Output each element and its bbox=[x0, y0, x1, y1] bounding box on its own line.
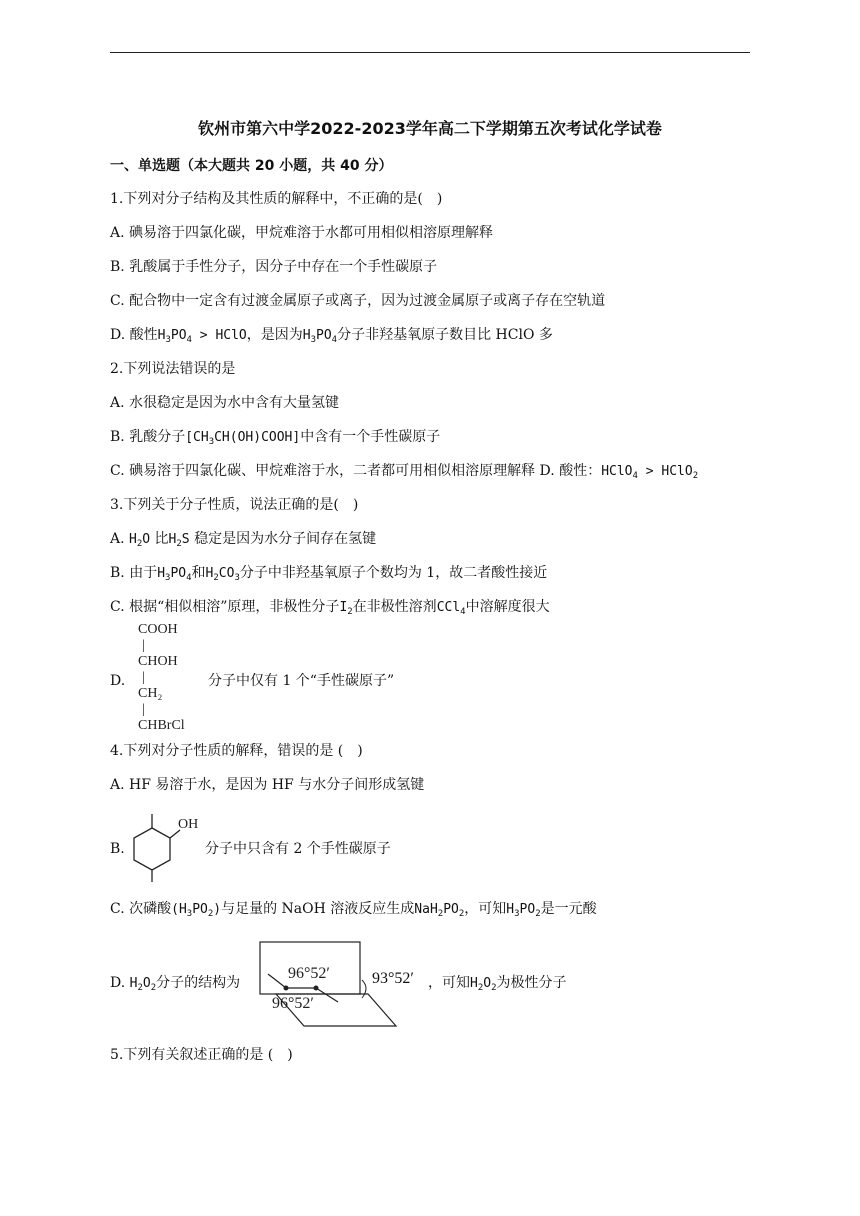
q3-option-b: B. 由于$H_3PO_4$和$H_2CO_3$分子中非羟基氧原子个数均为 1，故二者酸性接近 bbox=[110, 565, 548, 583]
q2-option-b: B. 乳酸分子$[CH_3CH(OH)COOH]$中含有一个手性碳原子 bbox=[110, 429, 441, 447]
q2-option-c-d: C. 碘易溶于四氯化碳、甲烷难溶于水，二者都可用相似相溶原理解释 D. 酸性：HClO$_4$ > HClO$_2$ bbox=[110, 463, 699, 481]
q5-stem: 5.下列有关叙述正确的是 ( ) bbox=[110, 1047, 293, 1063]
q3-stem: 3.下列关于分子性质，说法正确的是( ) bbox=[110, 497, 359, 513]
q4-stem: 4.下列对分子性质的解释，错误的是 ( ) bbox=[110, 743, 363, 759]
page-title: 钦州市第六中学2022-2023学年高二下学期第五次考试化学试卷 bbox=[198, 119, 662, 138]
q2-option-a: A. 水很稳定是因为水中含有大量氢键 bbox=[110, 395, 340, 411]
q3-option-a: A. $H_2O$ 比$H_2S$ 稳定是因为水分子间存在氢键 bbox=[110, 531, 377, 549]
q1-option-d: D. 酸性$H_3PO_4$ > HClO，是因为$H_3PO_4$分子非羟基氧原子数目比 HClO 多 bbox=[110, 327, 553, 345]
q2-stem: 2.下列说法错误的是 bbox=[110, 361, 236, 377]
q3-option-c: C. 根据“相似相溶”原理，非极性分子$I_2$在非极性溶剂CCl$_4$中溶解度很大 bbox=[110, 599, 550, 617]
methylcyclohexanol-structure bbox=[130, 808, 210, 888]
q3-option-d-text: 分子中仅有 1 个“手性碳原子” bbox=[208, 673, 395, 689]
section-heading: 一、单选题（本大题共 20 小题，共 40 分） bbox=[110, 158, 393, 174]
dihedral-angle-label: 93°52′ bbox=[372, 970, 414, 987]
q4-option-d-right: ，可知$H_2O_2$为极性分子 bbox=[428, 975, 567, 993]
angle-label-bottom: 96°52′ bbox=[272, 995, 314, 1012]
q1-option-b: B. 乳酸属于手性分子，因分子中存在一个手性碳原子 bbox=[110, 259, 438, 275]
q4-option-c: C. 次磷酸$(H_3PO_2)$与足量的 NaOH 溶液反应生成$NaH_2PO_2$，可知$H_3PO_2$是一元酸 bbox=[110, 901, 597, 919]
q4-option-b-text: 分子中只含有 2 个手性碳原子 bbox=[205, 841, 391, 857]
q1-option-c: C. 配合物中一定含有过渡金属原子或离子，因为过渡金属原子或离子存在空轨道 bbox=[110, 293, 606, 309]
q1-option-a: A. 碘易溶于四氯化碳，甲烷难溶于水都可用相似相溶原理解释 bbox=[110, 225, 494, 241]
q1-stem: 1.下列对分子结构及其性质的解释中，不正确的是( ) bbox=[110, 191, 443, 207]
q3-option-d-label: D. bbox=[110, 673, 126, 689]
q3-structure-formula: COOH | CHOH | CH₂ | CHBrCl bbox=[138, 622, 185, 733]
angle-label-top: 96°52′ bbox=[288, 965, 330, 982]
header-rule bbox=[110, 52, 750, 53]
q4-option-a: A. HF 易溶于水，是因为 HF 与水分子间形成氢键 bbox=[110, 777, 425, 793]
q4-option-b-label: B. bbox=[110, 841, 125, 857]
hydroxyl-label: OH bbox=[178, 817, 199, 832]
q4-option-d-left: D. $H_2O_2$分子的结构为 bbox=[110, 975, 241, 993]
